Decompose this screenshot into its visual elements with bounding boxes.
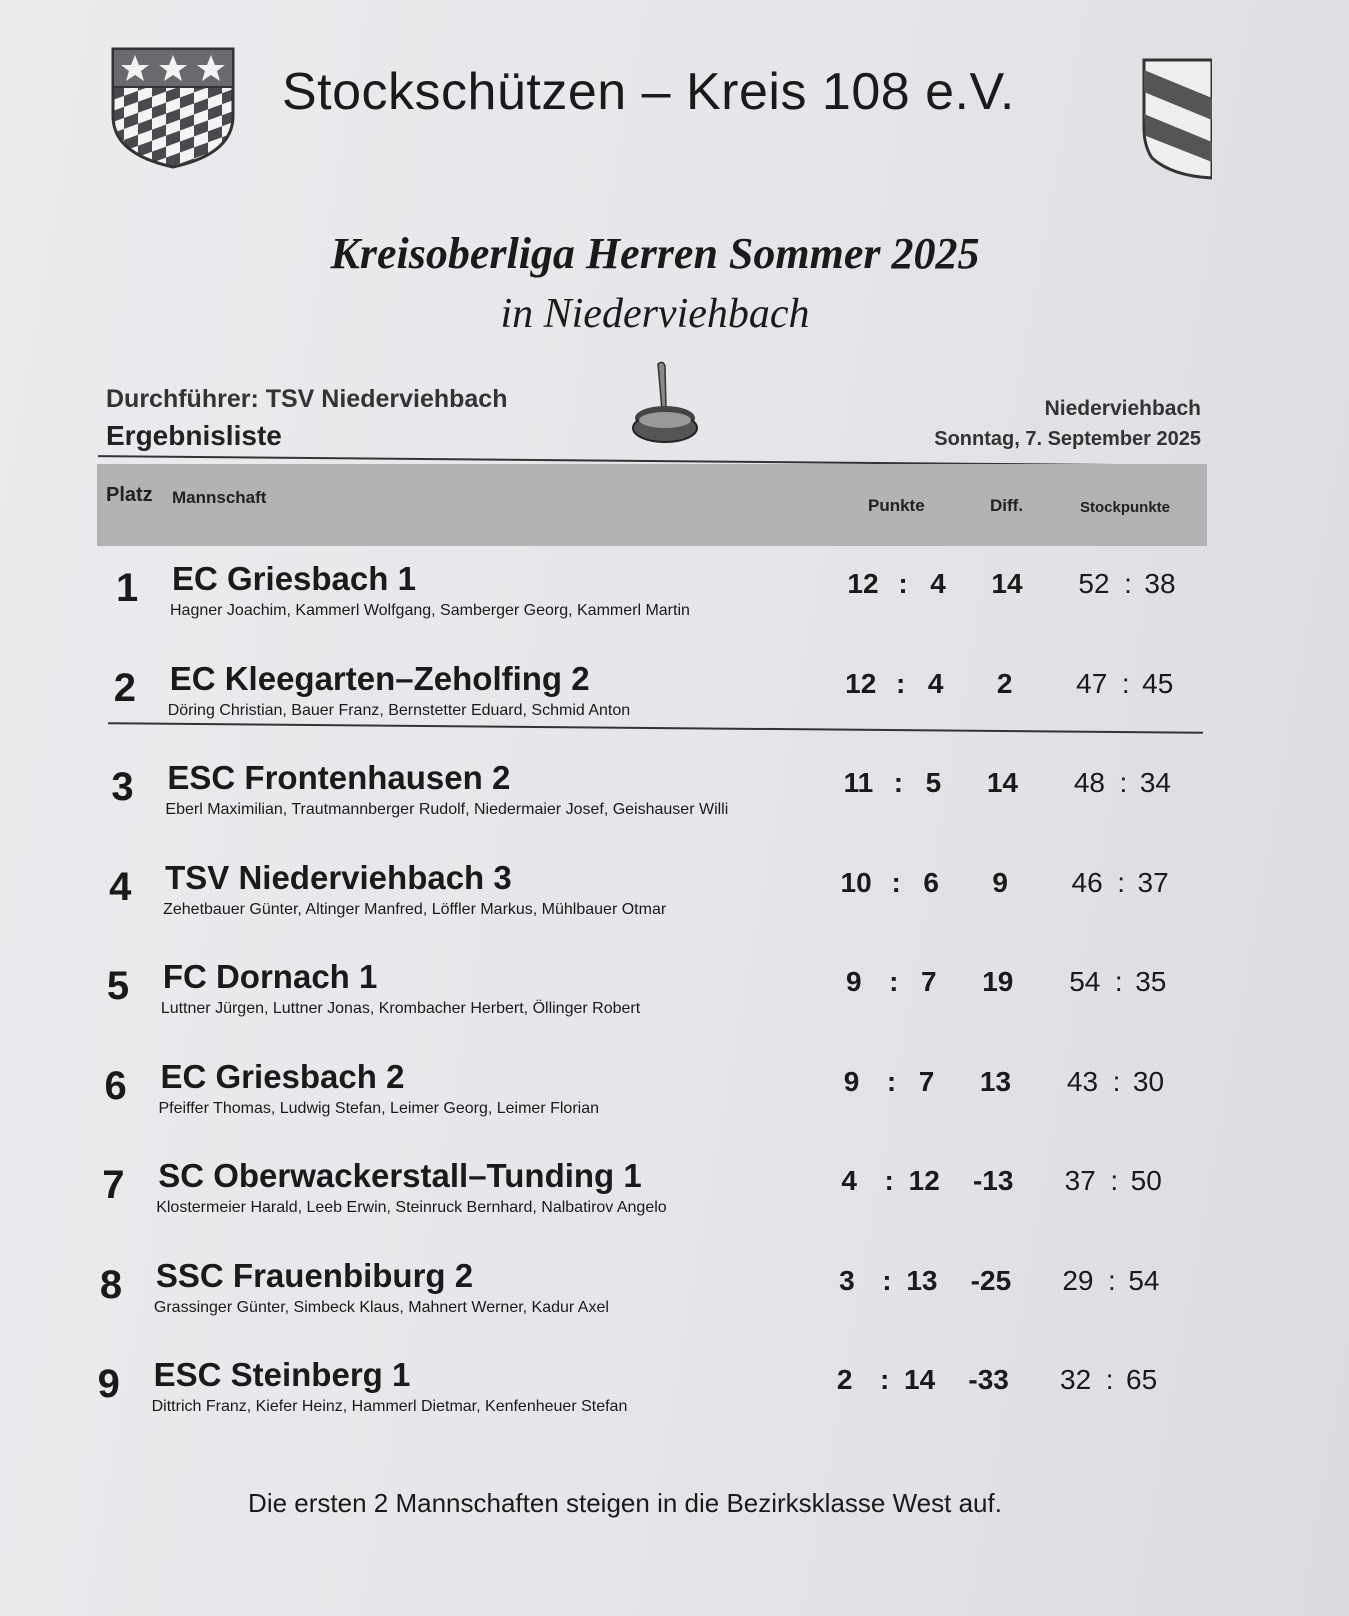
point-difference: -25 <box>970 1264 1012 1296</box>
points-lost: 13 <box>906 1264 938 1296</box>
stockpoints-against: 37 <box>1137 866 1169 898</box>
competition-location: in Niederviehbach <box>500 291 810 337</box>
points-won: 9 <box>846 966 862 997</box>
stockpoints-colon: : <box>1121 667 1130 699</box>
points-lost: 5 <box>925 767 942 798</box>
stockpoints-colon: : <box>1117 866 1125 898</box>
team-players: Zehetbauer Günter, Altinger Manfred, Löffler Markus, Mühlbauer Otmar <box>163 900 667 918</box>
column-diff: Diff. <box>990 496 1024 515</box>
table-row <box>0 1251 1333 1346</box>
rank-number: 1 <box>116 566 139 610</box>
column-team: Mannschaft <box>172 488 267 507</box>
franconian-coat-of-arms-icon <box>1142 58 1212 180</box>
stockpoints-for: 37 <box>1064 1165 1096 1196</box>
organizer: Durchführer: TSV Niederviehbach <box>106 385 508 413</box>
eisstock-icon <box>630 360 700 450</box>
team-name: SC Oberwackerstall–Tunding 1 <box>158 1157 642 1194</box>
points-won: 9 <box>843 1065 860 1097</box>
table-row <box>0 952 1340 1047</box>
stockpoints-against: 50 <box>1130 1165 1162 1196</box>
team-name: EC Griesbach 2 <box>160 1057 405 1095</box>
team-name: SSC Frauenbiburg 2 <box>155 1256 474 1294</box>
rank-number: 4 <box>109 864 132 909</box>
association-title: Stockschützen – Kreis 108 e.V. <box>282 63 1015 121</box>
team-name: FC Dornach 1 <box>162 958 378 995</box>
rank-number: 2 <box>113 665 136 710</box>
point-difference: -33 <box>968 1364 1009 1395</box>
stockpoints-colon: : <box>1114 966 1123 997</box>
rank-number: 7 <box>102 1163 125 1207</box>
stockpoints-for: 43 <box>1066 1065 1099 1097</box>
stockpoints-colon: : <box>1110 1165 1119 1196</box>
points-lost: 4 <box>927 667 944 699</box>
stockpoints-against: 35 <box>1135 966 1167 997</box>
points-won: 3 <box>839 1264 855 1296</box>
points-won: 12 <box>847 568 879 599</box>
points-colon: : <box>886 1065 897 1097</box>
stockpoints-for: 32 <box>1060 1364 1092 1395</box>
rank-number: 9 <box>97 1362 120 1406</box>
team-name: TSV Niederviehbach 3 <box>165 858 512 896</box>
points-lost: 4 <box>930 568 946 599</box>
event-date: Sonntag, 7. September 2025 <box>934 428 1201 450</box>
stockpoints-for: 46 <box>1071 866 1103 898</box>
table-row <box>0 753 1344 848</box>
stockpoints-for: 54 <box>1069 966 1101 997</box>
team-players: Döring Christian, Bauer Franz, Bernstetter Eduard, Schmid Anton <box>167 701 631 719</box>
point-difference: 2 <box>996 667 1013 699</box>
table-row <box>0 853 1342 948</box>
stockpoints-against: 34 <box>1139 767 1171 798</box>
list-title: Ergebnisliste <box>106 420 282 451</box>
column-points: Punkte <box>868 496 925 515</box>
team-name: ESC Steinberg 1 <box>153 1356 411 1393</box>
team-players: Luttner Jürgen, Luttner Jonas, Krombacher Herbert, Öllinger Robert <box>160 1000 641 1017</box>
stockpoints-against: 65 <box>1126 1364 1158 1395</box>
points-colon: : <box>882 1264 892 1296</box>
points-colon: : <box>879 1364 890 1395</box>
point-difference: 9 <box>992 866 1008 898</box>
points-won: 4 <box>841 1165 857 1196</box>
table-header <box>97 464 1207 546</box>
stockpoints-colon: : <box>1124 568 1132 599</box>
team-players: Klostermeier Harald, Leeb Erwin, Steinruck Bernhard, Nalbatirov Angelo <box>156 1199 667 1216</box>
team-name: EC Griesbach 1 <box>172 560 416 597</box>
stockpoints-against: 38 <box>1144 568 1176 599</box>
points-won: 10 <box>840 866 872 898</box>
points-colon: : <box>889 966 899 997</box>
competition-title: Kreisoberliga Herren Sommer 2025 <box>330 229 980 278</box>
stockpoints-for: 47 <box>1076 667 1108 699</box>
points-colon: : <box>893 767 904 798</box>
point-difference: 14 <box>986 767 1018 798</box>
points-lost: 6 <box>923 866 939 898</box>
point-difference: 19 <box>982 966 1014 997</box>
footer-note: Die ersten 2 Mannschaften steigen in die Bezirksklasse West auf. <box>248 1488 1002 1518</box>
team-name: EC Kleegarten–Zeholfing 2 <box>169 659 590 697</box>
stockpoints-for: 52 <box>1078 568 1110 599</box>
team-players: Hagner Joachim, Kammerl Wolfgang, Samberger Georg, Kammerl Martin <box>170 602 690 619</box>
points-won: 12 <box>845 667 877 699</box>
stockpoints-colon: : <box>1105 1364 1114 1395</box>
rank-number: 8 <box>99 1262 123 1307</box>
points-colon: : <box>891 866 901 898</box>
stockpoints-for: 29 <box>1062 1264 1094 1296</box>
stockpoints-colon: : <box>1112 1065 1121 1097</box>
points-won: 2 <box>836 1364 853 1395</box>
rank-number: 3 <box>111 765 134 809</box>
points-lost: 7 <box>921 966 937 997</box>
stockpoints-against: 54 <box>1128 1264 1160 1296</box>
table-row <box>0 654 1347 749</box>
table-row <box>0 1151 1335 1246</box>
points-won: 11 <box>843 767 874 798</box>
bavarian-coat-of-arms-icon <box>110 46 236 170</box>
points-lost: 7 <box>918 1065 935 1097</box>
column-stockpoints: Stockpunkte <box>1080 499 1171 516</box>
team-players: Grassinger Günter, Simbeck Klaus, Mahnert Werner, Kadur Axel <box>153 1298 609 1316</box>
stockpoints-colon: : <box>1119 767 1128 798</box>
team-players: Eberl Maximilian, Trautmannberger Rudolf, Niedermaier Josef, Geishauser Willi <box>165 801 729 818</box>
points-colon: : <box>896 667 906 699</box>
point-difference: 14 <box>991 568 1023 599</box>
rank-number: 6 <box>104 1063 127 1108</box>
point-difference: -13 <box>972 1165 1014 1196</box>
stockpoints-colon: : <box>1108 1264 1116 1296</box>
points-colon: : <box>884 1165 894 1196</box>
team-players: Pfeiffer Thomas, Ludwig Stefan, Leimer Georg, Leimer Florian <box>158 1099 600 1117</box>
points-lost: 12 <box>908 1165 940 1196</box>
stockpoints-against: 30 <box>1132 1065 1165 1097</box>
rank-number: 5 <box>106 964 130 1008</box>
points-colon: : <box>898 568 908 599</box>
stockpoints-against: 45 <box>1142 667 1174 699</box>
venue: Niederviehbach <box>1044 397 1201 420</box>
table-row <box>0 1350 1331 1445</box>
table-row <box>0 1052 1338 1147</box>
team-name: ESC Frontenhausen 2 <box>167 759 511 796</box>
points-lost: 14 <box>904 1364 936 1395</box>
team-players: Dittrich Franz, Kiefer Heinz, Hammerl Dietmar, Kenfenheuer Stefan <box>151 1398 628 1415</box>
stockpoints-for: 48 <box>1073 767 1105 798</box>
point-difference: 13 <box>979 1065 1012 1097</box>
table-row <box>0 554 1349 649</box>
column-place: Platz <box>106 484 153 506</box>
